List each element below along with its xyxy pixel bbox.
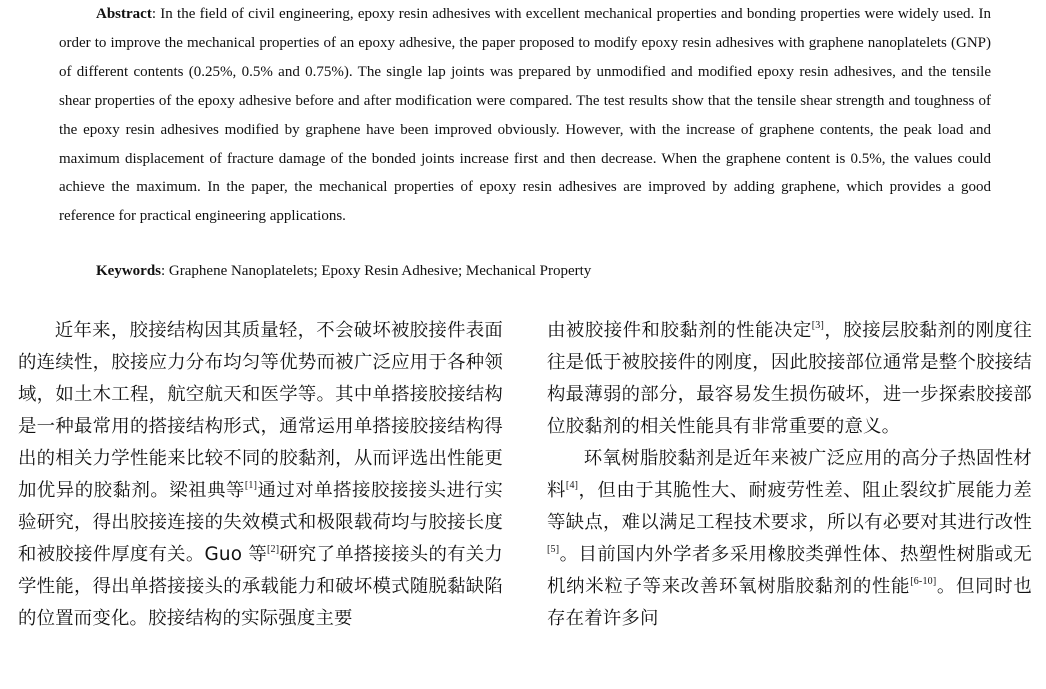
abstract: [59, 0, 991, 231]
body-text: ，胶接层胶黏剂的刚度往往是低于被胶接件的刚度，因此胶接部位通常是整个胶接结构最薄弱的部分，最容易发生损伤破坏，进一步探索胶接部位胶黏剂的相关性能具有非常重要的意义。: [547, 320, 1032, 437]
abstract-paragraph: [59, 0, 991, 231]
citation-ref[interactable]: [5]: [547, 544, 560, 555]
citation-ref[interactable]: [2]: [266, 544, 280, 555]
body-text: 研究了单搭接接头的有关力学性能，得出单搭接接头的承载能力和破坏模式随脱黏缺陷的位置而变化。胶接结构的实际强度主要: [18, 544, 503, 629]
body-column-right: [547, 315, 1032, 635]
body-text: 。目前国内外学者多采用橡胶类弹性体、热塑性树脂或无机纳米粒子等来改善环氧树脂胶黏剂的性能: [547, 544, 1032, 597]
keywords: [96, 257, 591, 285]
abstract-label: Abstract: [96, 6, 152, 22]
keywords-text: Graphene Nanoplatelets; Epoxy Resin Adhesive; Mechanical Property: [168, 263, 592, 279]
body-column-left: [18, 315, 503, 635]
citation-ref[interactable]: [4]: [565, 480, 579, 491]
citation-ref[interactable]: [6-10]: [910, 576, 937, 587]
body-text: ，但由于其脆性大、耐疲劳性差、阻止裂纹扩展能力差等缺点，难以满足工程技术要求，所以有必要对其进行改性: [547, 480, 1032, 533]
body-paragraph: [18, 315, 503, 635]
body-paragraph: [547, 443, 1032, 635]
body-text: 由被胶接件和胶黏剂的性能决定: [547, 320, 812, 341]
body-text: 近年来，胶接结构因其质量轻，不会破坏被胶接件表面的连续性，胶接应力分布均匀等优势而被广泛应用于各种领域，如土木工程，航空航天和医学等。其中单搭接胶接结构是一种最常用的搭接结构形式，通常运用单搭接胶接结构得出的相关力学性能来比较不同的胶黏剂，从而评选出性能更加优异的胶黏剂。梁祖典等: [18, 320, 503, 501]
keywords-separator: :: [161, 263, 169, 279]
citation-ref[interactable]: [3]: [811, 320, 824, 331]
body-text: 环氧树脂胶黏剂是近年来被广泛应用的高分子热固性材料: [547, 448, 1032, 501]
body-text: 。但同时也存在着许多问: [547, 576, 1032, 629]
body-paragraph: [547, 315, 1032, 443]
keywords-label: Keywords: [96, 263, 161, 279]
abstract-separator: :: [151, 6, 161, 22]
body-text: 通过对单搭接胶接接头进行实验研究，得出胶接连接的失效模式和极限载荷均与胶接长度和被胶接件厚度有关。Guo 等: [18, 480, 503, 565]
abstract-text: In the field of civil engineering, epoxy resin adhesives with excellent mechanical properties and bonding properties were widely used. In order to improve the mechanical properties of an epoxy adhesive, the paper proposed to modify epoxy resin adhesives with graphene nanoplatelets (GNP) of different contents (0.25%, 0.5% and 0.75%). The single lap joints was prepared by unmodified and modified epoxy resin adhesives, and the tensile shear properties of the epoxy adhesive before and after modification were compared. The test results show that the tensile shear strength and toughness of the epoxy resin adhesives modified by graphene have been improved obviously. However, with the increase of graphene contents, the peak load and maximum displacement of fracture damage of the bonded joints increase first and then decrease. When the graphene content is 0.5%, the values could achieve the maximum. In the paper, the mechanical properties of epoxy resin adhesives are improved by adding graphene, which provides a good reference for practical engineering applications.: [59, 6, 991, 225]
citation-ref[interactable]: [1]: [244, 480, 258, 491]
